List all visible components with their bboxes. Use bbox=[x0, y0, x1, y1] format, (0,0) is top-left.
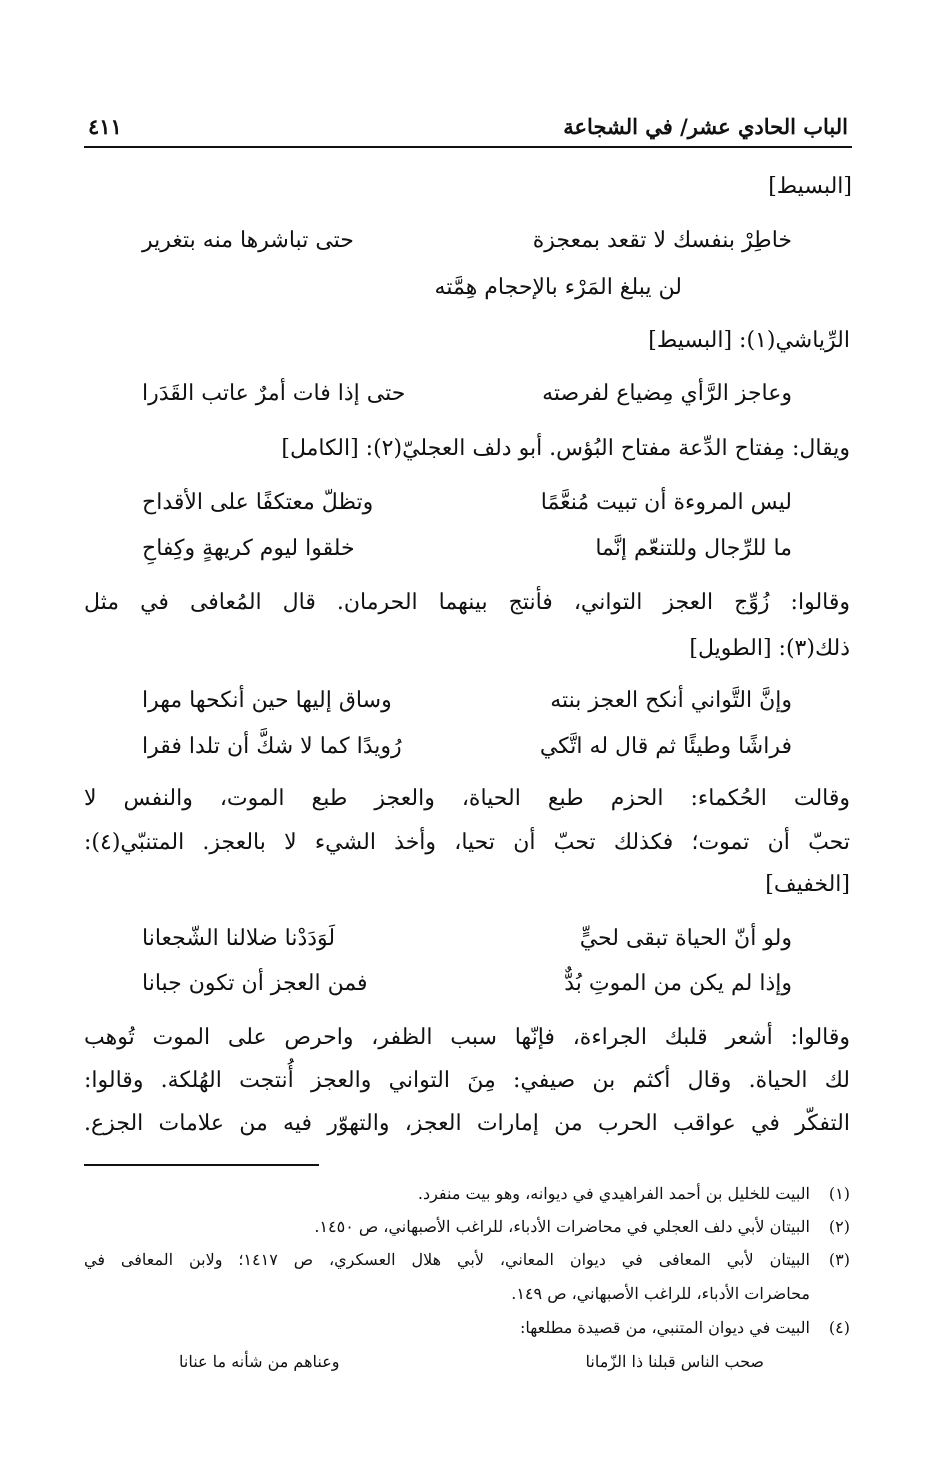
book-page bbox=[84, 0, 852, 1482]
verse-hemistich-first: وعاجز الرَّأي مِضياع لفرصته bbox=[542, 381, 792, 406]
verse-hemistich-first: ما للرِّجال وللتنعّم إنَّما bbox=[595, 536, 792, 561]
poet-intro: ويقال: مِفتاح الدِّعة مفتاح البُؤس. أبو دلف العجليّ(٢): [الكامل] bbox=[281, 436, 850, 461]
paragraph-line: ذلك(٣): [الطويل] bbox=[689, 636, 850, 661]
verse-hemistich-first: خاطِرْ بنفسك لا تقعد بمعجزة bbox=[532, 228, 792, 253]
verse-hemistich-first: وإنَّ التَّواني أنكح العجز بنته bbox=[550, 688, 792, 713]
footnote-number: (٣) bbox=[828, 1250, 850, 1269]
footnote-number: (٤) bbox=[828, 1318, 850, 1337]
verse-couplet bbox=[142, 971, 792, 1011]
verse-hemistich-second: رُويدًا كما لا شكَّ أن تلدا فقرا bbox=[142, 734, 402, 759]
paragraph-line: تحبّ أن تموت؛ فكذلك تحبّ أن تحيا، وأخذ الشيء لا بالعجز. المتنبّي(٤): bbox=[84, 830, 850, 855]
footnote-verse-second: وعناهم من شأنه ما عنانا bbox=[179, 1352, 340, 1371]
paragraph-line: وقالوا: زُوِّج العجز التواني، فأنتج بينهما الحرمان. قال المُعافى في مثل bbox=[84, 590, 850, 615]
verse-couplet bbox=[142, 490, 792, 530]
footnote-text: البيت في ديوان المتنبي، من قصيدة مطلعها: bbox=[519, 1318, 810, 1337]
running-header bbox=[84, 110, 852, 148]
verse-hemistich-first: ليس المروءة أن تبيت مُنعَّمًا bbox=[540, 490, 792, 515]
verse-couplet bbox=[142, 734, 792, 774]
verse-hemistich-second: وتظلّ معتكفًا على الأقداح bbox=[142, 490, 374, 515]
verse-hemistich-second: خلقوا ليوم كريهةٍ وكِفاحِ bbox=[142, 536, 355, 561]
footnote-text: البيتان لأبي دلف العجلي في محاضرات الأدباء، للراغب الأصبهاني، ص ١٤٥٠. bbox=[314, 1217, 810, 1236]
paragraph-line: لك الحياة. وقال أكثم بن صيفي: مِنَ التواني والعجز أُنتجت الهُلكة. وقالوا: bbox=[84, 1068, 850, 1093]
verse-hemistich-second: لَوَدَدْنا ضلالنا الشّجعانا bbox=[142, 926, 336, 951]
verse-hemistich-second: وساق إليها حين أنكحها مهرا bbox=[142, 688, 392, 713]
verse-couplet bbox=[142, 536, 792, 576]
verse-hemistich-first: فراشًا وطيئًا ثم قال له اتَّكي bbox=[539, 734, 792, 759]
verse-couplet bbox=[142, 381, 792, 421]
footnote-text: محاضرات الأدباء، للراغب الأصبهاني، ص ١٤٩. bbox=[511, 1284, 810, 1303]
verse-hemistich-first: ولو أنّ الحياة تبقى لحيٍّ bbox=[579, 926, 792, 951]
verse-couplet bbox=[142, 926, 792, 966]
footnote-text: البيت للخليل بن أحمد الفراهيدي في ديوانه، وهو بيت منفرد. bbox=[417, 1184, 810, 1203]
chapter-title: الباب الحادي عشر/ في الشجاعة bbox=[563, 114, 848, 139]
footnote-text: البيتان لأبي المعافى في ديوان المعاني، لأبي هلال العسكري، ص ١٤١٧؛ ولابن المعافى في bbox=[84, 1250, 810, 1269]
page-number: ٤١١ bbox=[88, 114, 122, 139]
verse-hemistich-first: وإذا لم يكن من الموتِ بُدٌّ bbox=[564, 971, 792, 996]
verse-single-line: لن يبلغ المَرْء بالإحجام هِمَّته bbox=[434, 275, 682, 300]
paragraph-line: وقالوا: أشعر قلبك الجراءة، فإنّها سبب الظفر، واحرص على الموت تُوهب bbox=[84, 1025, 850, 1050]
paragraph-line: [الخفيف] bbox=[765, 872, 850, 897]
verse-couplet bbox=[142, 688, 792, 728]
paragraph-line: التفكّر في عواقب الحرب من إمارات العجز، والتهوّر فيه من علامات الجزع. bbox=[84, 1111, 850, 1136]
verse-hemistich-second: حتى تباشرها منه بتغرير bbox=[142, 228, 354, 253]
meter-label: [البسيط] bbox=[768, 174, 852, 199]
poet-intro: الرِّياشي(١): [البسيط] bbox=[648, 328, 850, 353]
verse-hemistich-second: حتى إذا فات أمرٌ عاتب القَدَرا bbox=[142, 381, 406, 406]
footnote-verse-first: صحب الناس قبلنا ذا الزّمانا bbox=[585, 1352, 764, 1371]
paragraph-line: وقالت الحُكماء: الحزم طبع الحياة، والعجز طبع الموت، والنفس لا bbox=[84, 786, 850, 811]
footnote-separator bbox=[84, 1164, 319, 1166]
footnote-number: (٢) bbox=[828, 1217, 850, 1236]
verse-couplet bbox=[142, 228, 792, 268]
footnote-number: (١) bbox=[828, 1184, 850, 1203]
verse-hemistich-second: فمن العجز أن تكون جبانا bbox=[142, 971, 368, 996]
